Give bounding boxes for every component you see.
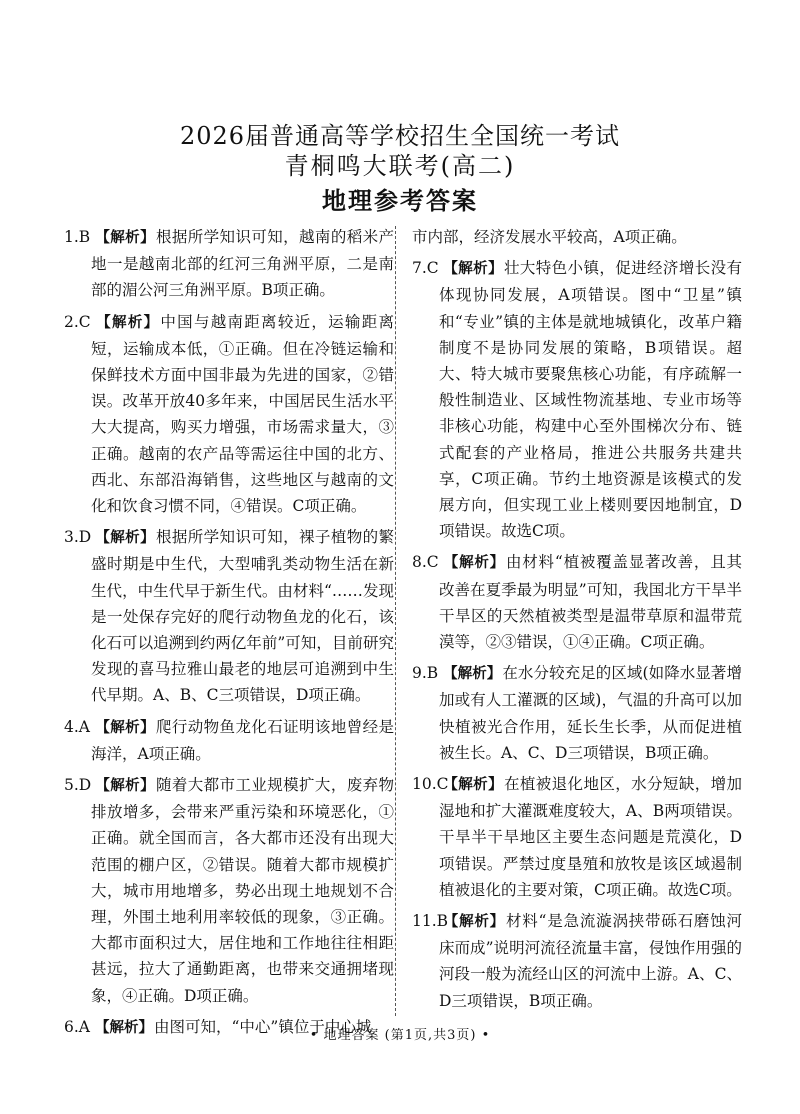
answer-item xyxy=(412,549,742,655)
answer-text: 根据所学知识可知，裸子植物的繁盛时期是中生代，大型哺乳类动物生活在新生代，中生代早于新生代。由材料“……发现是一处保存完好的爬行动物鱼龙的化石，该化石可以追溯到约两亿年前”可知，目前研究发现的喜马拉雅山最老的地层可追溯到中生代早期。A、B、C三项错误，D项正确。 xyxy=(91,528,395,705)
analysis-tag: 【解析】 xyxy=(95,719,155,736)
analysis-tag: 【解析】 xyxy=(95,530,155,547)
analysis-tag: 【解析】 xyxy=(443,777,503,794)
answer-number: 2.C xyxy=(64,312,91,331)
answer-text: 市内部，经济发展水平较高，A项正确。 xyxy=(412,228,687,246)
answer-number: 11.B xyxy=(412,912,449,931)
answer-text: 爬行动物鱼龙化石证明该地曾经是海洋，A项正确。 xyxy=(91,717,395,763)
document-title: 地理参考答案 xyxy=(322,187,478,215)
answer-number: 6.A xyxy=(64,1017,90,1036)
analysis-tag: 【解析】 xyxy=(443,666,502,683)
analysis-tag: 【解析】 xyxy=(95,230,155,246)
exam-title: 2026届普通高等学校招生全国统一考试 xyxy=(179,122,621,150)
answer-text: 壮大特色小镇，促进经济增长没有体现协同发展，A项错误。图中“卫星”镇和“专业”镇的主体是就地城镇化，改革户籍制度不是协同发展的策略，B项错误。超大、特大城市要聚焦核心功能，有序疏解一般性制造业、区域性物流基地、专业市场等非核心功能，构建中心至外围梯次分布、链式配套的产业格局，推进公共服务共建共享，C项正确。节约土地资源是该模式的发展方向，但实现工业上楼则要因地制宜，D项错误。故选C项。 xyxy=(439,259,743,541)
exam-subtitle: 青桐鸣大联考(高二) xyxy=(284,152,516,180)
answer-text: 中国与越南距离较近，运输距离短，运输成本低，①正确。但在冷链运输和保鲜技术方面中国非最为先进的国家，②错误。改革开放40多年来，中国居民生活水平大大提高，购买力增强，市场需求量大，③正确。越南的农产品等需运往中国的北方、西北、东部沿海销售，这些地区与越南的文化和饮食习惯不同，④错误。C项正确。 xyxy=(91,312,394,516)
answer-number: 1.B xyxy=(64,228,91,246)
answer-item xyxy=(412,255,742,544)
answer-item xyxy=(64,224,394,304)
column-divider xyxy=(395,226,396,1016)
answer-number: 9.B xyxy=(412,664,439,683)
answer-number: 10.C xyxy=(412,775,449,794)
left-column xyxy=(64,224,394,1046)
answer-text: 材料“是急流漩涡挟带砾石磨蚀河床而成”说明河流径流量丰富，侵蚀作用强的河段一般为流经山区的河流中上游。A、C、D三项错误，B项正确。 xyxy=(439,912,742,1010)
answer-number: 8.C xyxy=(412,553,439,572)
analysis-tag: 【解析】 xyxy=(95,314,160,331)
answer-item xyxy=(412,771,742,903)
answer-number: 7.C xyxy=(412,259,439,278)
analysis-tag: 【解析】 xyxy=(95,1019,153,1036)
page-footer: • 地理答案 (第1页,共3页) • xyxy=(309,1028,491,1043)
answer-text: 由图可知，“中心”镇位于中心城 xyxy=(154,1017,372,1036)
analysis-tag: 【解析】 xyxy=(443,555,505,572)
answer-item xyxy=(64,309,394,520)
analysis-tag: 【解析】 xyxy=(95,778,155,795)
answer-text: 由材料“植被覆盖显著改善，且其改善在夏季最为明显”可知，我国北方干旱半干旱区的天然植被类型是温带草原和温带荒漠等，②③错误，①④正确。C项正确。 xyxy=(439,553,742,652)
answer-number: 4.A xyxy=(64,717,90,736)
right-column xyxy=(412,224,742,1019)
answer-number: 5.D xyxy=(64,776,92,795)
answer-item xyxy=(64,524,394,708)
answer-item xyxy=(64,714,394,767)
answer-item xyxy=(412,660,742,766)
answer-item xyxy=(64,772,394,1009)
answer-text: 根据所学知识可知，越南的稻米产地一是越南北部的红河三角洲平原，二是南部的湄公河三角洲平原。B项正确。 xyxy=(91,228,395,300)
answer-text: 在水分较充足的区域(如降水显著增加或有人工灌溉的区域)，气温的升高可以加快植被光合作用，延长生长季，从而促进植被生长。A、C、D三项错误，B项正确。 xyxy=(439,664,742,762)
answer-number: 3.D xyxy=(64,528,92,547)
analysis-tag: 【解析】 xyxy=(443,914,505,931)
answer-item xyxy=(412,908,742,1014)
analysis-tag: 【解析】 xyxy=(443,261,503,278)
answer-text: 随着大都市工业规模扩大，废弃物排放增多，会带来严重污染和环境恶化，①正确。就全国而言，各大都市还没有出现大范围的棚户区，②错误。随着大都市规模扩大，城市用地增多，势必出现土地规划不合理，外围土地利用率较低的现象，③正确。大都市面积过大，居住地和工作地往往相距甚远，拉大了通勤距离，也带来交通拥堵现象，④正确。D项正确。 xyxy=(91,776,395,1005)
answer-continuation xyxy=(412,224,742,250)
answer-text: 在植被退化地区，水分短缺，增加湿地和扩大灌溉难度较大，A、B两项错误。干旱半干旱地区主要生态问题是荒漠化，D项错误。严禁过度垦殖和放牧是该区域遏制植被退化的主要对策，C项正确。故选C项。 xyxy=(439,775,743,899)
